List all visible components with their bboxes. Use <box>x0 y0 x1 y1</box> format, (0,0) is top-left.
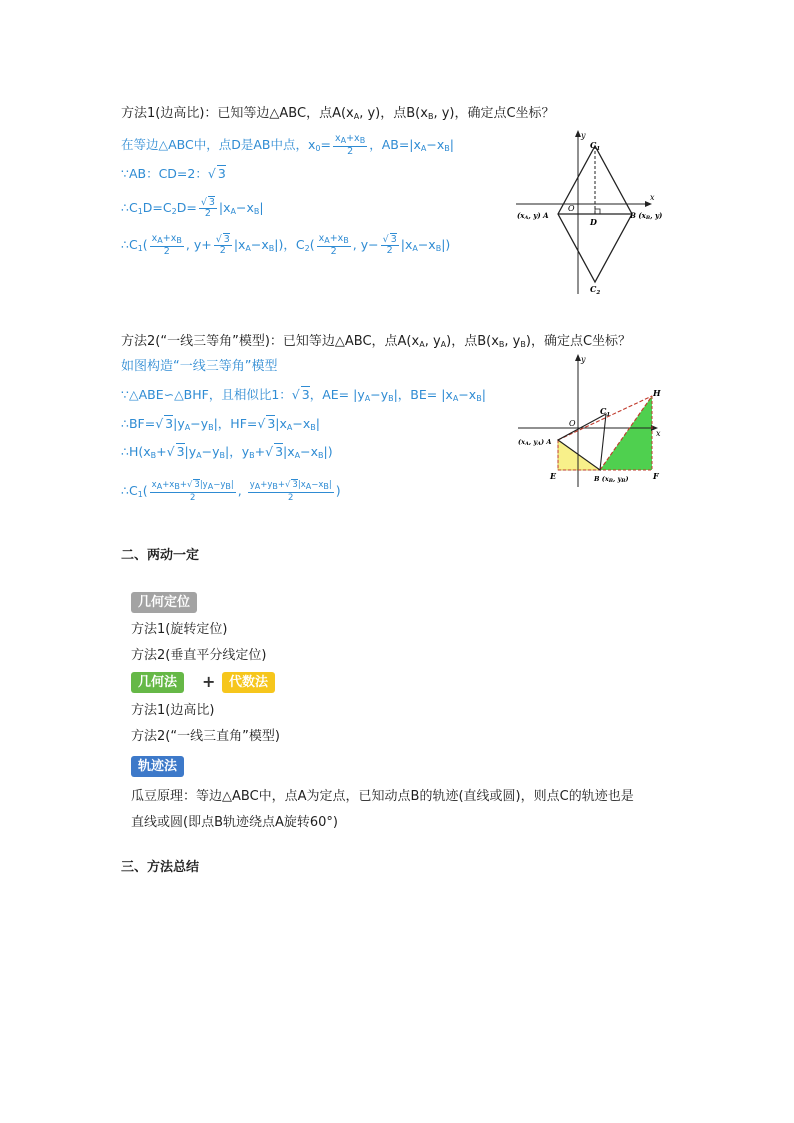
label-y: y <box>581 131 586 140</box>
method2-line3: ∴BF=√ $3|y_A-y_B|$，HF=√ $3|x_A-x_B|$ <box>121 416 320 432</box>
label-O: O <box>568 204 575 213</box>
method2-line5: $\therefore C_1$( $\frac{x_A+x_B+√ 3|y_A-y_B|}{2}$ , $\frac{y_A+y_B+√ 3|x_A-x_B|}{2}$ ) <box>121 480 341 503</box>
label-A: (xA, y) A <box>517 211 549 221</box>
label-F: F <box>653 471 659 481</box>
item-one-line-three-right-angles: 方法2(“一线三直角”模型) <box>131 729 280 744</box>
method1-line2: ∵AB：CD=2：√ 3 <box>121 166 226 181</box>
method1-title: 方法1(边高比)：已知等边△ABC，点$A(x_A$, y)，点$B(x_B$, y)，确定点C坐标？ <box>121 106 555 121</box>
right-angle-mark <box>595 209 600 214</box>
label-y: y <box>581 355 586 364</box>
method1-line4: $\therefore C_1$( $\frac{x_A+x_B}{2}$ , y+ $\frac{√ 3}{2}$ $|x_A-x_B|$)，$C_2$( $\frac{x_A+x_B}{2}$ , y− $\frac{√ 3}{2}$ $|x_A-x_B|$) <box>121 233 451 257</box>
tag-geometric-position: 几何定位 <box>131 592 197 613</box>
method2-line4: $\therefore H(x_B+√$ $3|y_A-y_B|$，$y_B+√$ $3|x_A-x_B|$) <box>121 444 333 460</box>
label-D: D <box>590 217 597 227</box>
tag-geometry-method: 几何法 <box>131 672 184 693</box>
section3-heading: 三、方法总结 <box>121 860 200 875</box>
plus-sign: + <box>202 672 216 691</box>
tag-locus-method: 轨迹法 <box>131 756 184 777</box>
label-C1: $C_1$ <box>590 140 601 152</box>
section2-heading: 二、两动一定 <box>121 548 200 563</box>
method2-line1: 如图构造“一线三等角”模型 <box>121 359 278 374</box>
label-B: B (xB, y) <box>630 211 663 221</box>
item-perpendicular-bisector-method: 方法2(垂直平分线定位) <box>131 648 267 663</box>
locus-principle-line1: 瓜豆原理：等边△ABC中，点A为定点，已知动点B的轨迹(直线或圆)，则点C的轨迹也是 <box>131 789 634 804</box>
tag-algebra-method: 代数法 <box>222 672 275 693</box>
item-side-height-ratio: 方法1(边高比) <box>131 703 215 718</box>
method1-line3: $\therefore C_1D=C_2D=$ $\frac{√ 3}{2}$ $|x_A-x_B|$ <box>121 197 264 219</box>
method1-line1: 在等边△ABC中，点D是AB中点，$x_0=$ $\frac{x_A+x_B}{2}$ ，$AB=|x_A-x_B|$ <box>121 133 454 157</box>
label-O: O <box>569 419 576 428</box>
midpoint-fraction: $\frac{x_A+x_B}{2}$ <box>334 133 366 157</box>
item-rotation-method: 方法1(旋转定位) <box>131 622 228 637</box>
figure-equilateral-rhombus <box>512 128 670 298</box>
label-B: B (xB, yB) <box>594 475 629 484</box>
label-E: E <box>550 471 557 481</box>
label-C2: $C_2$ <box>590 284 601 296</box>
label-C1: $C_1$ <box>600 406 611 418</box>
method2-title: 方法2(“一线三等角”模型)：已知等边△ABC，点$A(x_A$, $y_A$)，点$B(x_B$, $y_B$)，确定点C坐标？ <box>121 334 632 349</box>
label-x: x <box>656 429 661 438</box>
locus-principle-line2: 直线或圆(即点B轨迹绕点A旋转60°) <box>131 815 338 830</box>
method2-line2: ∵△ABE∽△BHF，且相似比1：√ 3，$AE= |y_A-y_B|$，$BE= |x_A-x_B|$ <box>121 387 486 403</box>
label-H: H <box>653 388 661 398</box>
label-x: x <box>650 193 655 202</box>
label-A: (xA, yA) A <box>518 438 552 447</box>
figure-one-line-three-angles <box>514 352 666 492</box>
